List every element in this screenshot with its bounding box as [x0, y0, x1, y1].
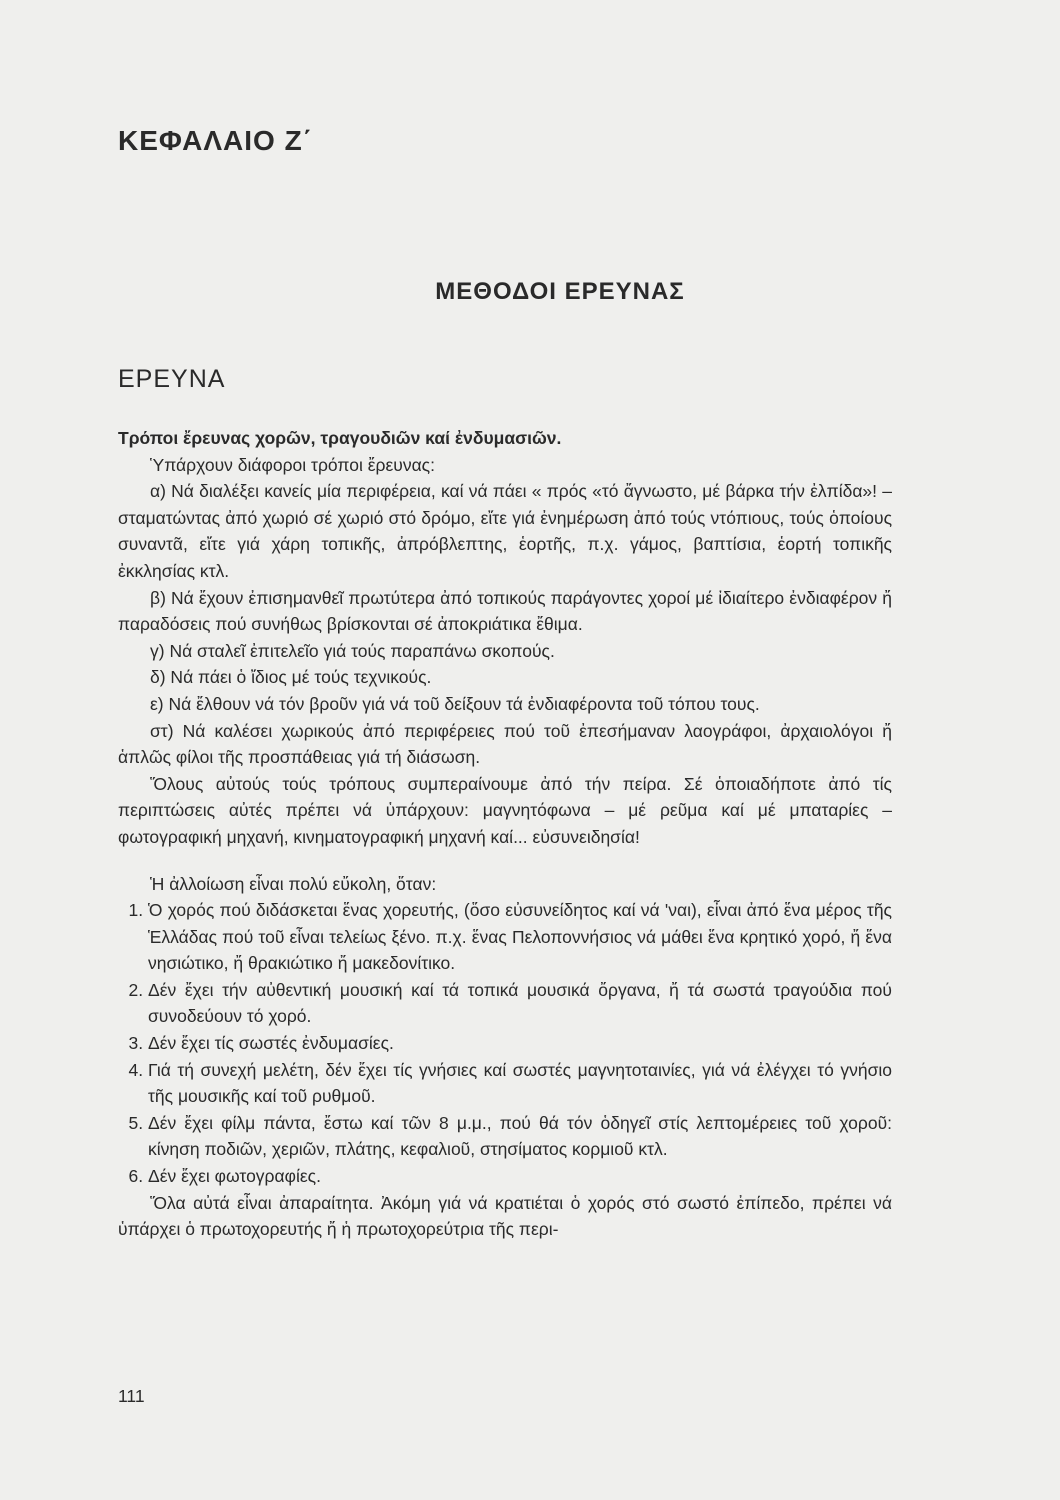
subheading: Τρόποι ἔρευνας χορῶν, τραγουδιῶν καί ἐνδυμασιῶν. [118, 428, 562, 448]
paragraph: β) Νά ἔχουν ἐπισημανθεῖ πρωτύτερα ἀπό τοπικούς παράγοντες χοροί μέ ἰδιαίτερο ἐνδιαφέρον ἤ παραδόσεις πού συνήθως βρίσκονται σέ ἀποκριάτικα ἔθιμα. [118, 587, 892, 635]
list-item: 6. Δέν ἔχει φωτογραφίες. [148, 1163, 892, 1190]
paragraph: στ) Νά καλέσει χωρικούς ἀπό περιφέρειες πού τοῦ ἐπεσήμαναν λαογράφοι, ἀρχαιολόγοι ἤ ἁπλῶς φίλοι τῆς προσπάθειας γιά τή διάσωση. [118, 720, 892, 768]
chapter-heading: ΚΕΦΑΛΑΙΟ Ζ΄ [118, 125, 314, 156]
paragraph: Ὅλα αὐτά εἶναι ἀπαραίτητα. Ἀκόμη γιά νά κρατιέται ὁ χορός στό σωστό ἐπίπεδο, πρέπει νά ὑπάρχει ὁ πρωτοχορευτής ἤ ἡ πρωτοχορεύτρια τῆς περι- [118, 1192, 892, 1240]
list-item: 5. Δέν ἔχει φίλμ πάντα, ἔστω καί τῶν 8 μ.μ., πού θά τόν ὁδηγεῖ στίς λεπτομέρειες τοῦ χοροῦ: κίνηση ποδιῶν, χεριῶν, πλάτης, κεφαλιοῦ, στησίματος κορμιοῦ κτλ. [148, 1110, 892, 1163]
paragraph: Ἡ ἀλλοίωση εἶναι πολύ εὔκολη, ὅταν: [150, 873, 437, 894]
paragraph: ε) Νά ἔλθουν νά τόν βροῦν γιά νά τοῦ δείξουν τά ἐνδιαφέροντα τοῦ τόπου τους. [150, 693, 760, 714]
paragraph: Ὅλους αὐτούς τούς τρόπους συμπεραίνουμε ἀπό τήν πείρα. Σέ ὁποιαδήποτε ἀπό τίς περιπτώσεις αὐτές πρέπει νά ὑπάρχουν: μαγνητόφωνα – μέ ρεῦμα καί μέ μπαταρίες – φωτογραφική μηχανή, κινηματογραφική μηχανή καί... εὐσυνειδησία! [118, 773, 892, 847]
paragraph: α) Νά διαλέξει κανείς μία περιφέρεια, καί νά πάει « πρός «τό ἄγνωστο, μέ βάρκα τήν ἐλπίδα»! – σταματώντας ἀπό χωριό σέ χωριό στό δρόμο, εἴτε γιά ἐνημέρωση ἀπό τούς ντόπιους, τούς ὁποίους συναντᾶ, εἴτε γιά χάρη τοπικῆς, ἀπρόβλεπτης, ἑορτῆς, π.χ. γάμος, βαπτίσια, ἑορτή τοπικῆς ἐκκλησίας κτλ. [118, 481, 892, 581]
list-item: 1. Ὁ χορός πού διδάσκεται ἕνας χορευτής, (ὅσο εὐσυνείδητος καί νά 'ναι), εἶναι ἀπό ἕνα μέρος τῆς Ἑλλάδας πού τοῦ εἶναι τελείως ξένο. π.χ. ἕνας Πελοποννήσιος νά μάθει ἕνα κρητικό χορό, ἤ ἕνα νησιώτικο, ἤ θρακιώτικο ἤ μακεδονίτικο. [148, 897, 892, 977]
numbered-list [118, 897, 892, 1190]
page-number: 111 [118, 1386, 145, 1406]
chapter-title: ΜΕΘΟΔΟΙ ΕΡΕΥΝΑΣ [435, 278, 685, 305]
paragraph: δ) Νά πάει ὁ ἴδιος μέ τούς τεχνικούς. [150, 667, 432, 688]
section-heading: ΕΡΕΥΝΑ [118, 365, 226, 393]
body-text [118, 425, 892, 1243]
list-item: 4. Γιά τή συνεχή μελέτη, δέν ἔχει τίς γνήσιες καί σωστές μαγνητοταινίες, γιά νά ἐλέγχει τό γνήσιο τῆς μουσικῆς καί τοῦ ρυθμοῦ. [148, 1057, 892, 1110]
list-item: 3. Δέν ἔχει τίς σωστές ἐνδυμασίες. [148, 1030, 892, 1057]
paragraph: Ὑπάρχουν διάφοροι τρόποι ἔρευνας: [150, 454, 435, 475]
paragraph: γ) Νά σταλεῖ ἐπιτελεῖο γιά τούς παραπάνω σκοπούς. [150, 640, 555, 661]
list-item: 2. Δέν ἔχει τήν αὐθεντική μουσική καί τά τοπικά μουσικά ὄργανα, ἤ τά σωστά τραγούδια πού συνοδεύουν τό χορό. [148, 977, 892, 1030]
